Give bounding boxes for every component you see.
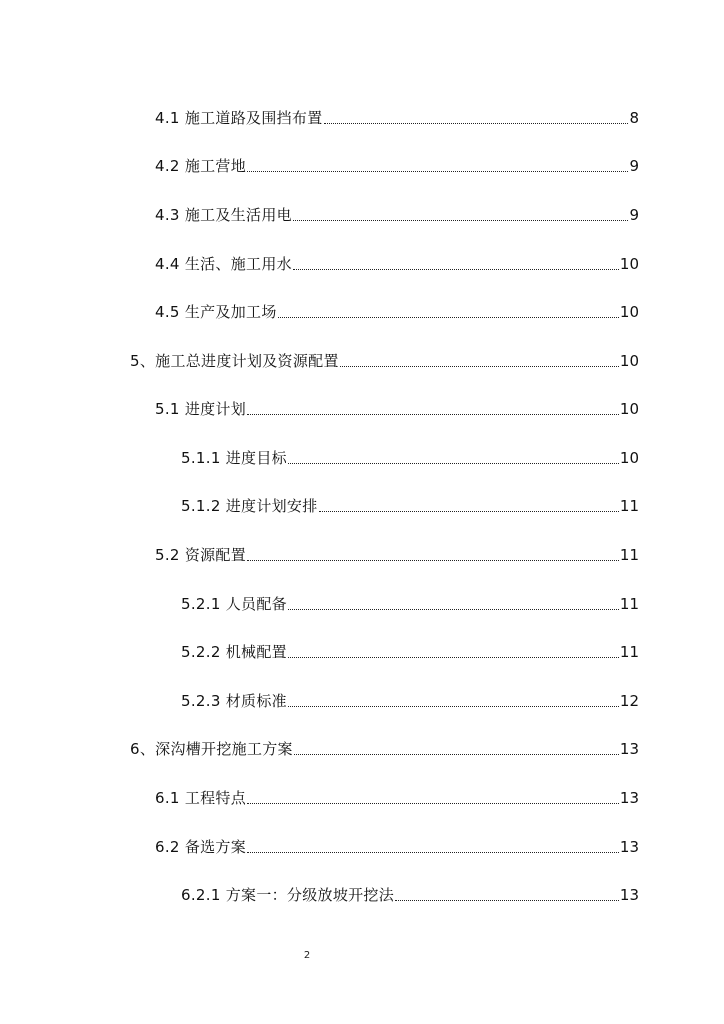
toc-entry-label: 5.2 资源配置 <box>155 546 247 564</box>
toc-entry[interactable] <box>155 298 639 322</box>
dot-leader <box>288 461 619 464</box>
toc-entry-label: 5.2.1 人员配备 <box>181 595 287 613</box>
toc-entry-page: 9 <box>629 206 639 224</box>
toc-entry-label: 4.2 施工营地 <box>155 157 247 175</box>
toc-entry[interactable] <box>155 395 639 419</box>
dot-leader <box>288 704 619 707</box>
toc-entry[interactable] <box>181 638 639 662</box>
dot-leader <box>319 509 619 512</box>
dot-leader <box>395 898 619 901</box>
toc-entry-page: 9 <box>629 157 639 175</box>
toc-entry-page: 13 <box>619 789 639 807</box>
toc-entry-label: 4.3 施工及生活用电 <box>155 206 292 224</box>
toc-entry-page: 11 <box>619 643 639 661</box>
toc-entry-page: 8 <box>629 109 639 127</box>
toc-entry-page: 10 <box>619 255 639 273</box>
dot-leader <box>293 267 619 270</box>
dot-leader <box>294 752 619 755</box>
dot-leader <box>293 218 629 221</box>
toc-entry[interactable] <box>130 735 639 759</box>
dot-leader <box>340 364 619 367</box>
toc-entry[interactable] <box>181 590 639 614</box>
dot-leader <box>288 607 619 610</box>
dot-leader <box>278 315 619 318</box>
toc-entry-page: 11 <box>619 497 639 515</box>
toc-entry[interactable] <box>130 347 639 371</box>
toc-entry-label: 5.2.2 机械配置 <box>181 643 287 661</box>
toc-entry-page: 10 <box>619 352 639 370</box>
toc-entry-page: 11 <box>619 595 639 613</box>
toc-entry-label: 6.2 备选方案 <box>155 838 247 856</box>
toc-entry-page: 11 <box>619 546 639 564</box>
toc-entry[interactable] <box>155 541 639 565</box>
toc-entry-page: 13 <box>619 838 639 856</box>
toc-entry-label: 6.1 工程特点 <box>155 789 247 807</box>
dot-leader <box>247 801 619 804</box>
toc-entry[interactable] <box>155 833 639 857</box>
toc-entry[interactable] <box>181 881 639 905</box>
page-number: 2 <box>303 950 311 961</box>
toc-entry-label: 4.1 施工道路及围挡布置 <box>155 109 323 127</box>
toc-entry[interactable] <box>181 492 639 516</box>
toc-entry-page: 10 <box>619 400 639 418</box>
toc-entry-page: 13 <box>619 886 639 904</box>
toc-entry-label: 5、施工总进度计划及资源配置 <box>130 352 339 370</box>
toc-entry-page: 10 <box>619 449 639 467</box>
toc-entry-label: 6、深沟槽开挖施工方案 <box>130 740 293 758</box>
toc-entry[interactable] <box>155 152 639 176</box>
dot-leader <box>324 121 629 124</box>
toc-entry-label: 5.1 进度计划 <box>155 400 247 418</box>
toc-entry-page: 13 <box>619 740 639 758</box>
toc-entry-page: 10 <box>619 303 639 321</box>
toc-entry[interactable] <box>181 444 639 468</box>
toc-entry-label: 5.2.3 材质标准 <box>181 692 287 710</box>
toc-entry[interactable] <box>181 687 639 711</box>
toc-entry-label: 4.4 生活、施工用水 <box>155 255 292 273</box>
toc-entry-label: 4.5 生产及加工场 <box>155 303 277 321</box>
toc-entry[interactable] <box>155 250 639 274</box>
toc-entry[interactable] <box>155 104 639 128</box>
dot-leader <box>247 412 619 415</box>
dot-leader <box>247 169 628 172</box>
dot-leader <box>247 850 619 853</box>
toc-entry-label: 6.2.1 方案一：分级放坡开挖法 <box>181 886 395 904</box>
dot-leader <box>288 655 619 658</box>
toc-entry[interactable] <box>155 201 639 225</box>
toc-entry[interactable] <box>155 784 639 808</box>
toc-entry-page: 12 <box>619 692 639 710</box>
toc-entry-label: 5.1.2 进度计划安排 <box>181 497 318 515</box>
dot-leader <box>247 558 619 561</box>
toc-entry-label: 5.1.1 进度目标 <box>181 449 287 467</box>
